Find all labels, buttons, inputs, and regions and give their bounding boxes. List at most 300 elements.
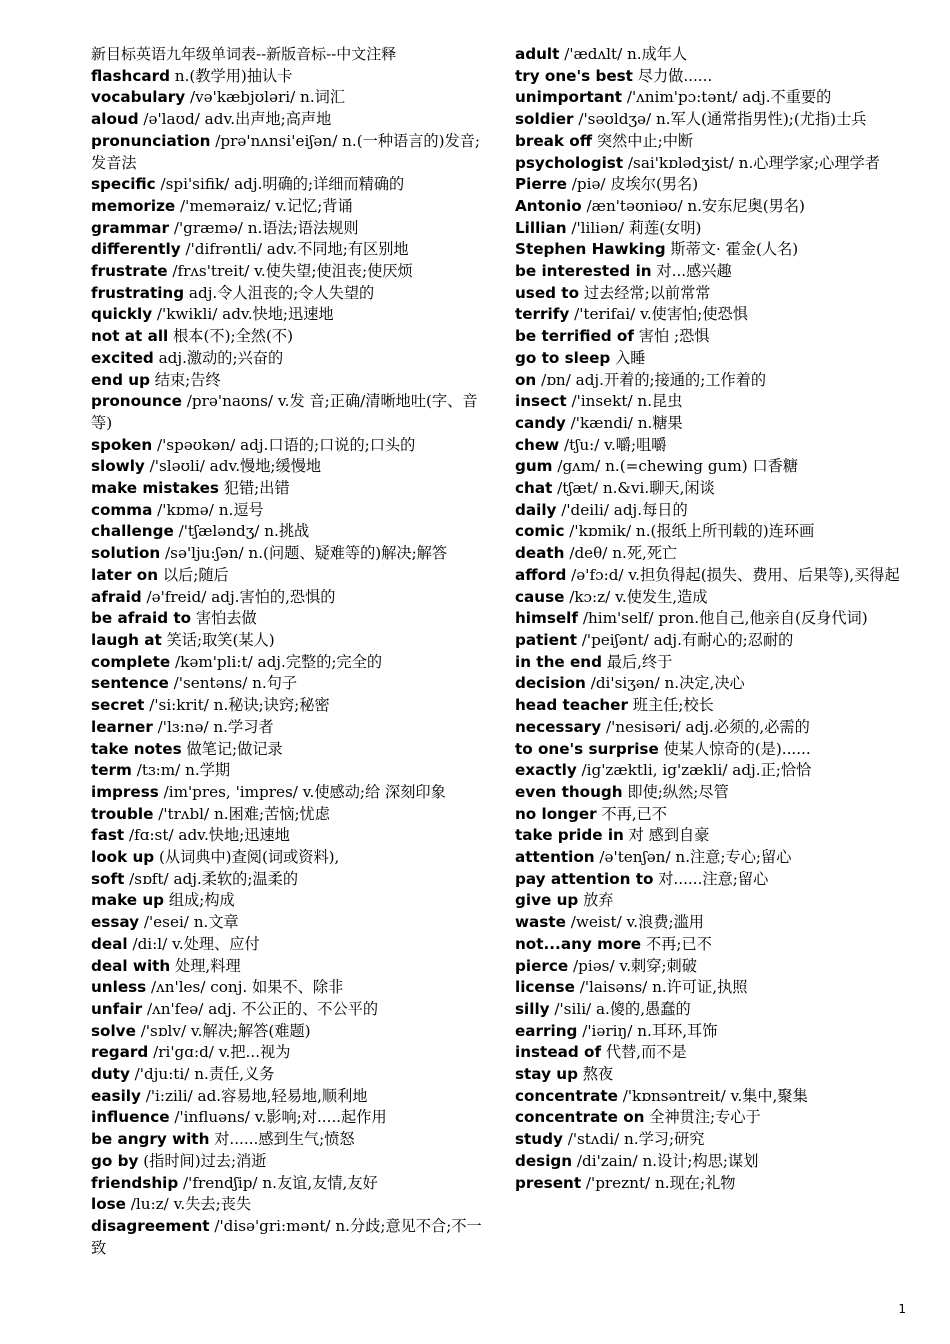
entry-definition: /'græmə/ n.语法;语法规则 [169,218,359,237]
word-entry [91,370,493,392]
word-entry [515,543,917,565]
word-entry [91,587,493,609]
entry-word: frustrating [91,283,185,302]
entry-word: solve [91,1021,136,1040]
entry-definition: /gʌm/ n.(=chewing gum) 口香糖 [552,457,799,476]
entry-definition: /ʌn'feə/ adj. 不公正的、不公平的 [142,999,379,1018]
entry-definition: /kɔ:z/ v.使发生,造成 [564,587,708,606]
entry-word: on [515,370,537,389]
entry-definition: 笑话;取笑(某人) [161,630,275,649]
entry-definition: /sə'lju:ʃən/ n.(问题、疑难等的)解决;解答 [160,544,448,563]
word-entry [515,782,917,804]
word-entry [515,109,917,131]
entry-word: specific [91,175,156,194]
entry-word: pierce [515,956,569,975]
entry-word: afford [515,565,567,584]
entry-definition: /'terifai/ v.使害怕;使恐惧 [569,305,748,324]
word-entry [515,847,917,869]
word-entry [515,283,917,305]
entry-definition: 熬夜 [577,1065,614,1084]
word-entry [515,999,917,1021]
entry-definition: 害怕去做 [191,609,257,628]
entry-word: used to [515,283,580,302]
entry-definition: /'meməraiz/ v.记忆;背诵 [175,196,353,215]
entry-word: patient [515,630,577,649]
word-entry [91,521,493,543]
entry-word: unless [91,978,147,997]
entry-definition: /'trʌbl/ n.困难;苦恼;忧虑 [153,804,330,823]
entry-word: pronounce [91,392,182,411]
word-entry [515,1173,917,1195]
word-entry [515,456,917,478]
entry-definition: /kəm'pli:t/ adj.完整的;完全的 [170,652,383,671]
left-word-list [91,66,493,1260]
entry-definition: /lu:z/ v.失去;丧失 [125,1195,252,1214]
word-entry [515,1064,917,1086]
entry-definition: /di:l/ v.处理、应付 [127,934,260,953]
word-entry [515,760,917,782]
entry-word: disagreement [91,1216,210,1235]
entry-word: concentrate on [515,1108,645,1127]
entry-definition: /weist/ v.浪费;滥用 [565,913,704,932]
entry-definition: /'tʃæləndʒ/ n.挑战 [173,522,310,541]
entry-word: make up [91,891,165,910]
entry-word: adult [515,45,560,63]
entry-definition: /'spəʊkən/ adj.口语的;口说的;口头的 [152,435,416,454]
entry-word: duty [91,1065,130,1084]
entry-word: secret [91,696,145,715]
entry-word: break off [515,131,593,150]
entry-word: differently [91,240,181,259]
entry-word: flashcard [91,66,170,85]
entry-word: give up [515,891,579,910]
entry-word: complete [91,652,171,671]
word-entry [91,956,493,978]
entry-word: look up [91,848,155,867]
entry-definition: /'stʌdi/ n.学习;研究 [562,1130,705,1149]
word-entry [515,521,917,543]
entry-definition: adj.激动的;兴奋的 [153,348,284,367]
entry-definition: /ig'zæktli, ig'zækli/ adj.正;恰恰 [576,761,812,780]
entry-definition: 斯蒂文· 霍金(人名) [665,240,799,259]
entry-word: concentrate [515,1086,618,1105]
entry-word: lose [91,1195,126,1214]
entry-word: even though [515,782,623,801]
word-entry [91,196,493,218]
entry-word: design [515,1151,573,1170]
entry-word: deal with [91,956,171,975]
entry-word: slowly [91,457,145,476]
page-title: 新目标英语九年级单词表--新版音标--中文注释 [91,45,397,63]
entry-definition: /'sili/ a.傻的,愚蠢的 [549,999,691,1018]
entry-definition: /'səʊldʒə/ n.军人(通常指男性);(尤指)士兵 [573,110,867,129]
entry-definition: 对......注意;留心 [653,869,769,888]
word-entry [515,1129,917,1151]
entry-definition: /'ædʌlt/ n.成年人 [559,45,688,63]
word-entry [91,673,493,695]
word-entry [91,435,493,457]
word-entry [91,391,493,434]
word-entry [91,977,493,999]
entry-definition: /prə'naʊns/ v.发 音;正确/清晰地吐(字、音等) [91,392,478,432]
word-entry [91,608,493,630]
entry-definition: 放弃 [578,891,614,910]
entry-word: essay [91,913,140,932]
entry-word: frustrate [91,262,168,281]
entry-word: unimportant [515,88,623,107]
entry-definition: /æn'təʊniəʊ/ n.安东尼奥(男名) [581,196,805,215]
word-entry [91,131,493,174]
entry-word: quickly [91,305,153,324]
entry-word: decision [515,674,586,693]
entry-word: Pierre [515,175,567,194]
entry-definition: /im'pres, 'impres/ v.使感动;给 深刻印象 [158,782,446,801]
entry-word: grammar [91,218,169,237]
entry-definition: 全神贯注;专心于 [644,1108,761,1127]
word-entry [91,1173,493,1195]
entry-word: deal [91,934,128,953]
entry-definition: /fɑ:st/ adv.快地;迅速地 [124,826,290,845]
entry-word: influence [91,1108,170,1127]
entry-word: not at all [91,327,169,346]
word-entry [515,1151,917,1173]
word-entry [515,869,917,891]
entry-definition: /'difrəntli/ adv.不同地;有区别地 [180,240,409,259]
word-entry [91,890,493,912]
entry-definition: /frʌs'treit/ v.使失望;使沮丧;使厌烦 [167,262,413,281]
entry-word: license [515,978,575,997]
entry-word: go by [91,1151,139,1170]
entry-word: chat [515,479,553,498]
entry-definition: /və'kæbjʊləri/ n.词汇 [185,88,346,107]
word-entry [91,239,493,261]
entry-word: to one's surprise [515,739,659,758]
entry-word: soft [91,869,125,888]
entry-definition: 结束;告终 [149,370,221,389]
word-entry [515,695,917,717]
word-entry [515,890,917,912]
entry-word: regard [91,1043,149,1062]
entry-definition: /'laisəns/ n.许可证,执照 [574,978,748,997]
entry-word: necessary [515,717,602,736]
word-entry [515,131,917,153]
word-entry [91,66,493,88]
word-entry [91,869,493,891]
word-entry [91,348,493,370]
entry-definition: /ə'fɔ:d/ v.担负得起(损失、费用、后果等),买得起 [566,565,900,584]
word-entry [515,174,917,196]
word-entry [515,239,917,261]
entry-definition: /'sləʊli/ adv.慢地;缓慢地 [144,457,322,476]
entry-definition: 最后,终于 [601,652,673,671]
entry-definition: /'frendʃip/ n.友谊,友情,友好 [178,1173,378,1192]
word-entry [515,912,917,934]
entry-word: chew [515,435,560,454]
entry-definition: /piəs/ v.刺穿;刺破 [568,956,697,975]
word-entry [91,543,493,565]
entry-definition: 使某人惊奇的(是)...... [658,739,811,758]
word-entry [515,673,917,695]
entry-word: be afraid to [91,609,192,628]
entry-definition: 代替,而不是 [601,1043,687,1062]
word-entry [515,478,917,500]
entry-definition: /'influəns/ v.影响;对.....起作用 [169,1108,387,1127]
word-entry [91,999,493,1021]
word-entry [91,283,493,305]
entry-definition: /'si:krit/ n.秘诀;诀窍;秘密 [144,696,330,715]
word-entry [91,847,493,869]
word-entry [515,66,917,88]
entry-definition: /'kɒmə/ n.逗号 [152,500,264,519]
word-entry [515,370,917,392]
entry-word: easily [91,1086,141,1105]
entry-word: Stephen Hawking [515,240,666,259]
entry-word: not...any more [515,934,642,953]
word-entry [91,500,493,522]
word-entry [515,804,917,826]
entry-definition: 犯错;出错 [218,479,290,498]
word-entry [91,87,493,109]
entry-word: cause [515,587,565,606]
entry-definition: /deθ/ n.死,死亡 [564,544,678,563]
entry-word: stay up [515,1065,578,1084]
word-entry [91,739,493,761]
entry-definition: /'kɒnsəntreit/ v.集中,聚集 [617,1086,808,1105]
entry-word: be angry with [91,1130,210,1149]
entry-word: learner [91,717,153,736]
word-entry [91,304,493,326]
word-entry [515,608,917,630]
entry-definition: adj.令人沮丧的;令人失望的 [184,283,375,302]
entry-word: take notes [91,739,182,758]
entry-word: laugh at [91,630,162,649]
entry-definition: 做笔记;做记录 [181,739,283,758]
entry-word: spoken [91,435,153,454]
word-entry [515,717,917,739]
word-entry [515,1107,917,1129]
word-entry [515,1042,917,1064]
entry-definition: 害怕 ;恐惧 [633,327,710,346]
entry-word: fast [91,826,125,845]
word-entry [91,326,493,348]
word-entry [515,652,917,674]
entry-word: silly [515,999,550,1018]
entry-definition: /'disə'gri:mənt/ n.分歧;意见不合;不一致 [91,1216,482,1257]
entry-definition: /ə'laʊd/ adv.出声地;高声地 [138,110,332,129]
word-entry [91,695,493,717]
entry-definition: /'liliən/ 莉莲(女明) [566,218,702,237]
entry-definition: /'iəriŋ/ n.耳环,耳饰 [577,1021,718,1040]
entry-word: pronunciation [91,131,211,150]
entry-definition: /prə'nʌnsi'eiʃən/ n.(一种语言的)发音;发音法 [91,131,481,172]
word-entry [515,391,917,413]
word-entry [91,717,493,739]
word-entry [91,1086,493,1108]
entry-definition: 班主任;校长 [627,696,714,715]
entry-definition: /'i:zili/ ad.容易地,轻易地,顺利地 [140,1086,368,1105]
entry-word: term [91,761,132,780]
entry-word: present [515,1173,582,1192]
entry-definition: /spi'sifik/ adj.明确的;详细而精确的 [155,175,405,194]
entry-definition: 处理,料理 [170,956,241,975]
entry-definition: /ɒn/ adj.开着的;接通的;工作着的 [536,370,767,389]
entry-definition: /'kɒmik/ n.(报纸上所刊载的)连环画 [564,522,815,541]
entry-word: go to sleep [515,348,611,367]
word-entry [515,825,917,847]
entry-word: trouble [91,804,154,823]
word-entry [515,261,917,283]
word-entry [91,565,493,587]
entry-word: exactly [515,761,577,780]
word-entry [515,977,917,999]
entry-word: attention [515,848,595,867]
entry-definition: /'kændi/ n.糖果 [565,413,683,432]
entry-definition: /tʃu:/ v.嚼;咀嚼 [559,435,667,454]
word-entry [91,1216,493,1259]
word-entry [91,1021,493,1043]
entry-definition: 根本(不);全然(不) [168,327,294,346]
word-entry [91,912,493,934]
right-column [515,44,917,1194]
entry-definition: /'ʌnim'pɔ:tənt/ adj.不重要的 [622,88,832,107]
entry-word: later on [91,565,159,584]
word-entry [91,652,493,674]
entry-definition: 突然中止;中断 [592,131,694,150]
entry-word: unfair [91,999,143,1018]
entry-definition: /'sɒlv/ v.解决;解答(难题) [135,1021,311,1040]
entry-definition: 过去经常;以前常常 [579,283,711,302]
entry-definition: /sai'kɒlədʒist/ n.心理学家;心理学者 [623,153,880,172]
entry-definition: 对 感到自豪 [623,826,710,845]
entry-definition: (从词典中)查阅(词或资料), [154,848,340,867]
entry-word: end up [91,370,150,389]
entry-word: himself [515,609,578,628]
word-entry [515,87,917,109]
word-entry [91,261,493,283]
entry-definition: /ə'tenʃən/ n.注意;专心;留心 [594,848,792,867]
entry-word: excited [91,348,154,367]
entry-definition: 尽力做...... [632,66,713,85]
entry-definition: /sɒft/ adj.柔软的;温柔的 [124,869,299,888]
entry-word: no longer [515,804,597,823]
word-entry [91,1107,493,1129]
entry-definition: /di'siʒən/ n.决定,决心 [585,674,745,693]
word-entry [91,934,493,956]
word-entry [515,413,917,435]
entry-word: solution [91,544,161,563]
word-entry [91,174,493,196]
entry-definition: /'preznt/ n.现在;礼物 [581,1173,736,1192]
entry-definition: n.(教学用)抽认卡 [169,66,293,85]
word-entry [91,1129,493,1151]
entry-word: afraid [91,587,142,606]
word-entry [515,44,917,66]
word-entry [515,304,917,326]
entry-word: psychologist [515,153,624,172]
entry-word: death [515,544,565,563]
word-entry [91,1042,493,1064]
left-column [91,44,493,1259]
word-entry [515,435,917,457]
word-entry [515,500,917,522]
entry-word: be terrified of [515,327,634,346]
entry-definition: 不再;已不 [641,934,712,953]
entry-word: aloud [91,110,139,129]
entry-definition: /tɜ:m/ n.学期 [131,761,231,780]
entry-definition: /ri'gɑ:d/ v.把...视为 [148,1043,291,1062]
word-entry [91,782,493,804]
entry-word: daily [515,500,557,519]
entry-word: Antonio [515,196,582,215]
entry-word: comma [91,500,153,519]
right-word-list [515,44,917,1194]
entry-definition: /di'zain/ n.设计;构思;谋划 [572,1151,759,1170]
entry-definition: 以后;随后 [158,565,229,584]
entry-word: insect [515,392,567,411]
entry-word: sentence [91,674,169,693]
entry-definition: /'sentəns/ n.句子 [168,674,298,693]
entry-definition: (指时间)过去;消逝 [138,1151,267,1170]
entry-word: terrify [515,305,570,324]
word-entry [515,1021,917,1043]
word-entry [91,760,493,782]
word-entry [515,587,917,609]
word-entry [515,196,917,218]
word-entry [91,804,493,826]
entry-word: pay attention to [515,869,654,888]
entry-definition: /him'self/ pron.他自己,他亲自(反身代词) [578,609,868,628]
entry-definition: 组成;构成 [164,891,235,910]
entry-word: try one's best [515,66,633,85]
word-entry [515,565,917,587]
entry-word: earring [515,1021,578,1040]
word-entry [91,1064,493,1086]
entry-word: memorize [91,196,176,215]
entry-word: candy [515,413,566,432]
entry-definition: 入睡 [610,348,646,367]
entry-definition: /'kwikli/ adv.快地;迅速地 [152,305,334,324]
word-entry [515,218,917,240]
entry-word: instead of [515,1043,602,1062]
entry-definition: 即使;纵然;尽管 [622,782,729,801]
entry-word: make mistakes [91,479,219,498]
word-entry [91,456,493,478]
entry-definition: /'lɜ:nə/ n.学习者 [152,717,274,736]
word-entry [515,153,917,175]
entry-definition: /ʌn'les/ conj. 如果不、除非 [146,978,344,997]
entry-definition: 不再,已不 [596,804,668,823]
word-entry [91,1151,493,1173]
entry-definition: 对......感到生气;愤怒 [209,1130,355,1149]
word-entry [515,739,917,761]
word-entry [515,630,917,652]
entry-definition: /tʃæt/ n.&vi.聊天,闲谈 [552,479,715,498]
word-entry [91,218,493,240]
entry-word: comic [515,522,565,541]
word-entry [515,1086,917,1108]
entry-definition: 对...感兴趣 [651,262,732,281]
entry-word: head teacher [515,696,628,715]
entry-definition: /'nesisəri/ adj.必须的,必需的 [601,717,810,736]
word-entry [91,109,493,131]
word-entry [91,630,493,652]
entry-definition: /'esei/ n.文章 [139,913,239,932]
entry-word: friendship [91,1173,179,1192]
entry-word: study [515,1130,563,1149]
word-entry [515,956,917,978]
word-entry [515,934,917,956]
entry-definition: /piə/ 皮埃尔(男名) [566,175,699,194]
